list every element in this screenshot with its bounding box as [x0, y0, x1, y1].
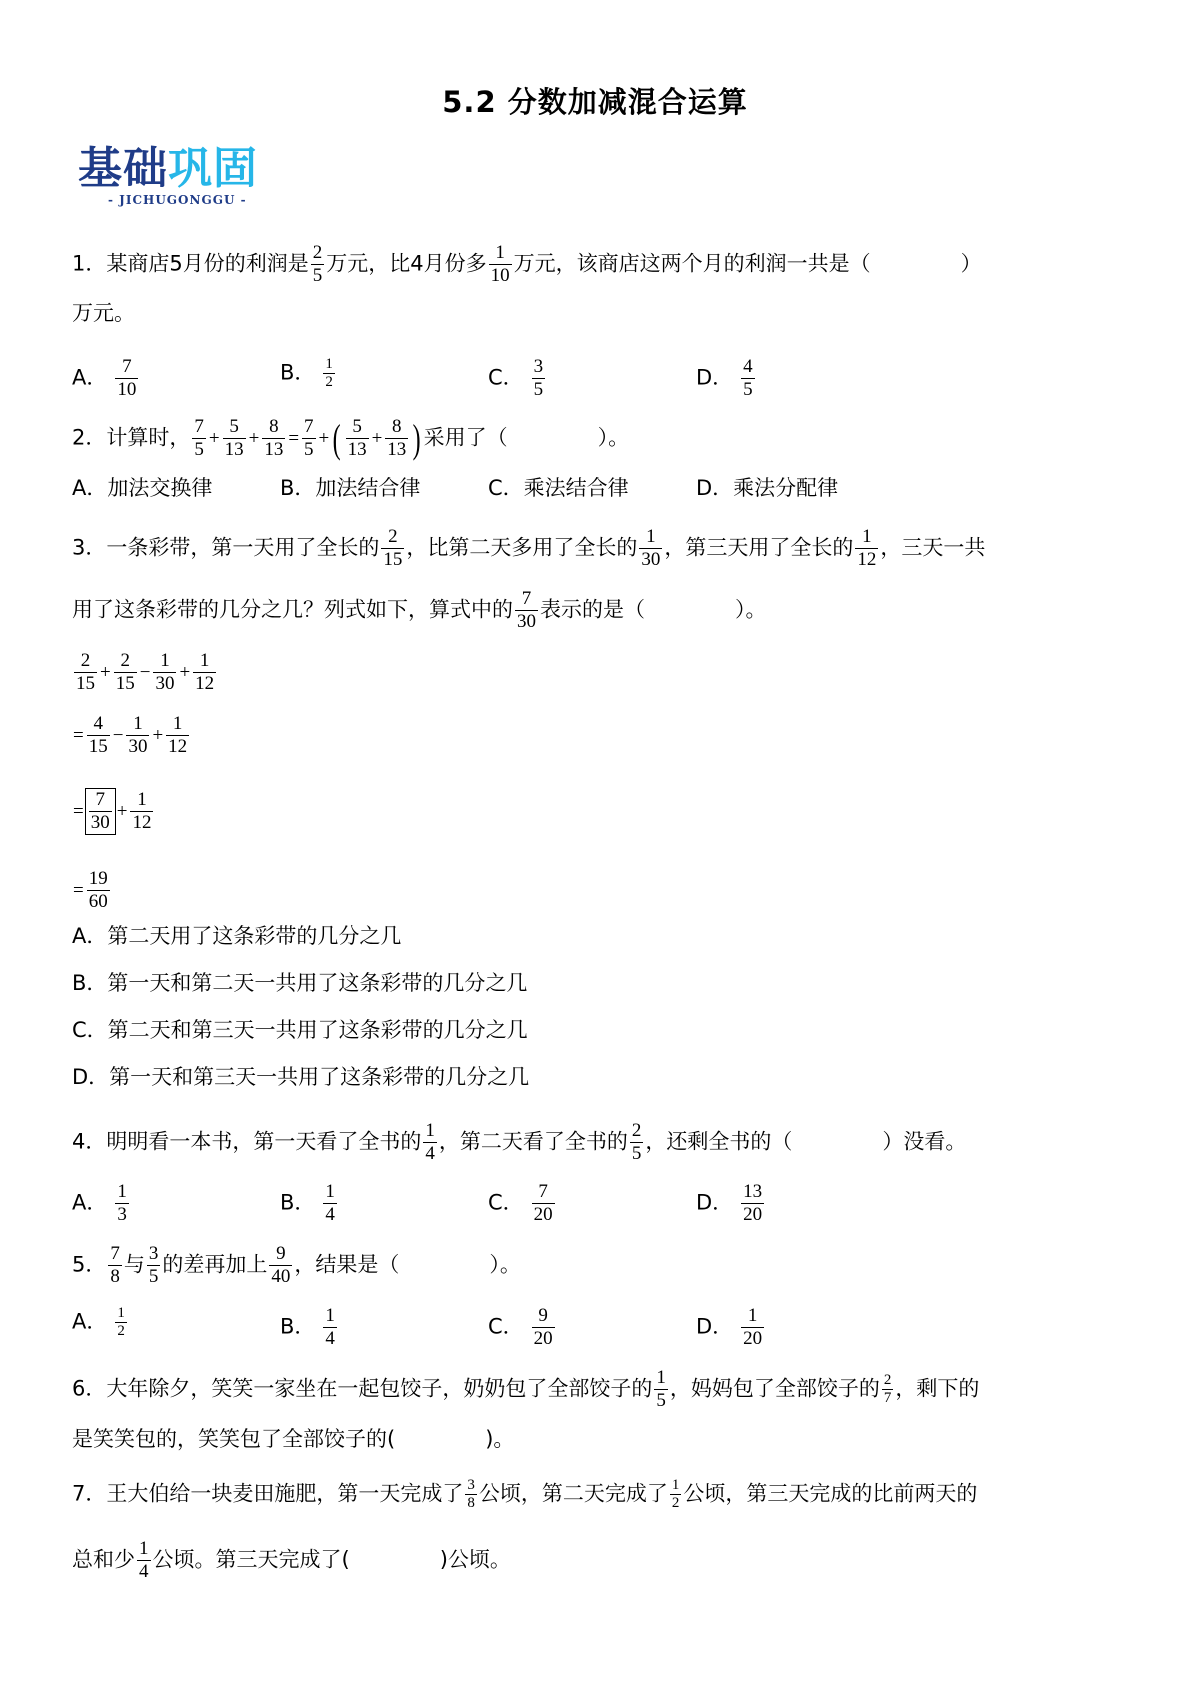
fraction: $\frac{2}{15}$: [383, 526, 403, 570]
page-title: 5.2 分数加减混合运算: [442, 85, 748, 119]
q1-option-a[interactable]: A． $\frac{7}{10}$: [72, 356, 137, 400]
question-3-continued: 用了这条彩带的几分之几？列式如下，算式中的 $\frac{7}{30}$ 表示的是（ ）。: [72, 588, 767, 632]
fraction: $\frac{7}{30}$: [517, 588, 536, 632]
q2-option-b[interactable]: B．加法结合律: [280, 476, 421, 500]
fraction: $\frac{2}{7}$: [883, 1372, 892, 1406]
q4-option-c[interactable]: C． $\frac{7}{20}$: [488, 1181, 553, 1225]
fraction: $\frac{1}{4}$: [425, 1120, 435, 1164]
q3-work-row-2: = $\frac{4}{15}$ − $\frac{1}{30}$ + $\frac{1}{12}$: [73, 713, 188, 757]
q3-work-row-4: = $\frac{19}{60}$: [73, 868, 108, 912]
fraction: $\frac{8}{13}$: [387, 416, 407, 460]
fraction: $\frac{1}{10}$: [490, 242, 510, 286]
q2-option-d[interactable]: D．乘法分配律: [696, 476, 839, 500]
fraction: $\frac{7}{5}$: [194, 416, 204, 460]
question-4: 4．明明看一本书，第一天看了全书的 $\frac{1}{4}$ ，第二天看了全书的 $\frac{2}{5}$ ，还剩全书的（ ）没看。: [72, 1120, 967, 1164]
question-2: 2．计算时， $\frac{7}{5}$ + $\frac{5}{13}$ + $\frac{8}{13}$ = $\frac{7}{5}$ +( $\frac{5}{13}$ + $\frac{8}{13}$ ) 采用了（ ）。: [72, 415, 630, 461]
fraction: $\frac{1}{4}$: [139, 1538, 149, 1582]
logo-subtitle: - JICHUGONGGU -: [108, 193, 247, 207]
section-logo: [78, 143, 288, 215]
fraction: $\frac{2}{5}$: [631, 1120, 642, 1164]
question-1: 1．某商店5月份的利润是 $\frac{2}{5}$ 万元，比4月份多 $\frac{1}{10}$ 万元，该商店这两个月的利润一共是（ ）: [72, 242, 982, 286]
question-6-continued: 是笑笑包的，笑笑包了全部饺子的( )。: [72, 1427, 515, 1451]
fraction: $\frac{1}{2}$: [671, 1477, 680, 1511]
fraction: $\frac{1}{30}$: [641, 526, 661, 570]
q3-work-row-3: = $\frac{7}{30}$ + $\frac{1}{12}$: [73, 789, 152, 833]
q3-option-d[interactable]: D．第一天和第三天一共用了这条彩带的几分之几: [72, 1065, 530, 1089]
q5-option-c[interactable]: C． $\frac{9}{20}$: [488, 1305, 553, 1349]
fraction: $\frac{5}{13}$: [347, 416, 367, 460]
q4-option-d[interactable]: D． $\frac{13}{20}$: [696, 1181, 763, 1225]
fraction: $\frac{3}{8}$: [467, 1477, 475, 1511]
fraction: $\frac{1}{12}$: [857, 526, 877, 570]
q4-option-a[interactable]: A． $\frac{1}{3}$: [72, 1181, 127, 1225]
q1-option-d[interactable]: D． $\frac{4}{5}$: [696, 356, 753, 400]
q4-option-b[interactable]: B． $\frac{1}{4}$: [280, 1181, 335, 1225]
fraction: $\frac{8}{13}$: [264, 416, 284, 460]
fraction: $\frac{3}{5}$: [148, 1243, 159, 1287]
q3-option-b[interactable]: B．第一天和第二天一共用了这条彩带的几分之几: [72, 971, 528, 995]
question-1-continued: 万元。: [72, 301, 135, 325]
fraction: $\frac{2}{5}$: [312, 242, 323, 286]
q1-option-b[interactable]: B． $\frac{1}{2}$: [280, 356, 333, 390]
question-5: 5． $\frac{7}{8}$ 与 $\frac{3}{5}$ 的差再加上 $\frac{9}{40}$ ，结果是（ ）。: [72, 1243, 521, 1287]
fraction: $\frac{1}{5}$: [656, 1367, 666, 1411]
fraction: $\frac{7}{8}$: [110, 1243, 120, 1287]
q3-option-c[interactable]: C．第二天和第三天一共用了这条彩带的几分之几: [72, 1018, 528, 1042]
fraction: $\frac{5}{13}$: [224, 416, 244, 460]
fraction: $\frac{7}{5}$: [304, 416, 314, 460]
q5-option-d[interactable]: D． $\frac{1}{20}$: [696, 1305, 763, 1349]
question-7-continued: 总和少 $\frac{1}{4}$ 公顷。第三天完成了( )公顷。: [72, 1538, 511, 1582]
question-7: 7．王大伯给一块麦田施肥，第一天完成了 $\frac{3}{8}$ 公顷，第二天完成了 $\frac{1}{2}$ 公顷，第三天完成的比前两天的: [72, 1477, 978, 1511]
q1-option-c[interactable]: C． $\frac{3}{5}$: [488, 356, 544, 400]
boxed-fraction: $\frac{7}{30}$: [85, 788, 116, 835]
q5-option-a[interactable]: A． $\frac{1}{2}$: [72, 1305, 125, 1339]
question-3: 3．一条彩带，第一天用了全长的 $\frac{2}{15}$ ，比第二天多用了全长的 $\frac{1}{30}$ ，第三天用了全长的 $\frac{1}{12}$ ，三天一共: [72, 526, 986, 570]
q2-option-c[interactable]: C．乘法结合律: [488, 476, 629, 500]
q2-option-a[interactable]: A．加法交换律: [72, 476, 213, 500]
q3-option-a[interactable]: A．第二天用了这条彩带的几分之几: [72, 924, 402, 948]
fraction: $\frac{9}{40}$: [271, 1243, 291, 1287]
q3-work-row-1: $\frac{2}{15}$ + $\frac{2}{15}$ − $\frac{1}{30}$ + $\frac{1}{12}$: [76, 650, 215, 694]
q5-option-b[interactable]: B． $\frac{1}{4}$: [280, 1305, 335, 1349]
logo-text: 基础巩固: [78, 143, 258, 194]
question-6: 6．大年除夕，笑笑一家坐在一起包饺子，奶奶包了全部饺子的 $\frac{1}{5}$ ，妈妈包了全部饺子的 $\frac{2}{7}$ ，剩下的: [72, 1367, 980, 1411]
